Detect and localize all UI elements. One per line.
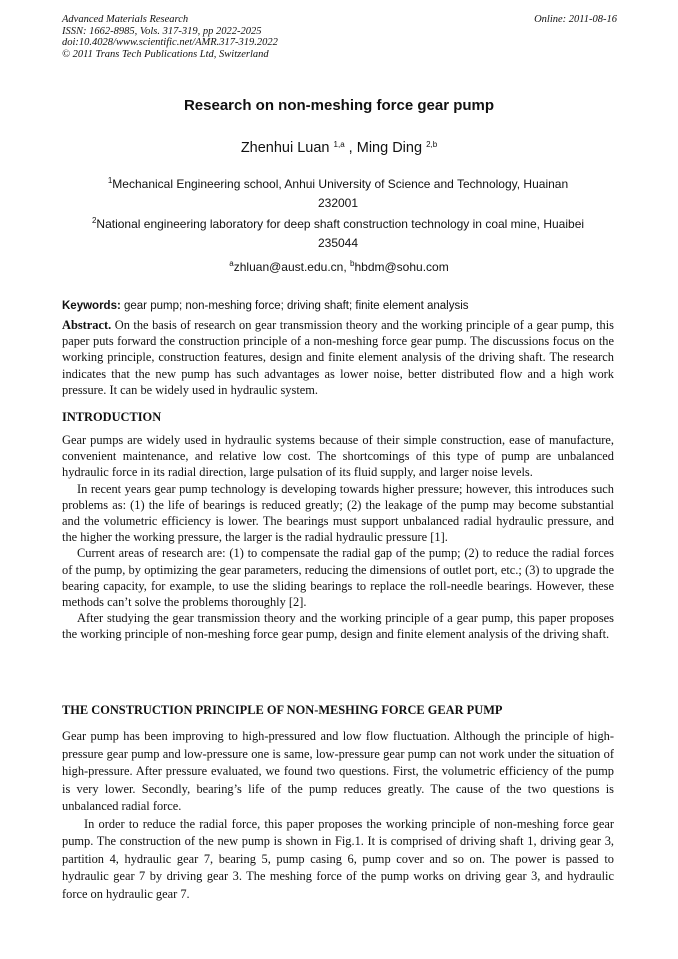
keywords bbox=[62, 300, 622, 312]
keywords-label: Keywords: bbox=[62, 300, 121, 312]
doi-line: doi:10.4028/www.scientific.net/AMR.317-319.2022 bbox=[62, 37, 278, 48]
paragraph: In order to reduce the radial force, this paper proposes the working principle of non-meshing force gear pump. The construction of the new pump is shown in Fig.1. It is comprised of driving shaft 1, driving gear 3, partition 4, hydraulic gear 7, bearing 5, pump casing 6, pump cover and so on. The power is passed to hydraulic gear 7 by driving gear 3. The meshing force of the pump works on driving gear 3, and hydraulic force on hydraulic gear 7. bbox=[62, 816, 614, 901]
affiliation-zip: 235044 bbox=[317, 236, 359, 250]
paragraph: Current areas of research are: (1) to compensate the radial gap of the pump; (2) to reduce the radial forces of the pump, by optimizing the gear parameters, reducing the dimensions of outlet port, etc.; (3) to upgrade the bearing capacity, for example, to use the sliding bearings to replace the roll-needle bearings. However, these methods can’t solve the problems thoroughly [2]. bbox=[62, 546, 614, 610]
affiliation-text: National engineering laboratory for deep shaft construction technology in coal mine, Huaibei bbox=[96, 217, 585, 231]
email-superscript: b bbox=[350, 259, 355, 268]
author-name: Ming Ding bbox=[356, 140, 423, 156]
author-list bbox=[0, 140, 678, 156]
author-superscript: 1,a bbox=[333, 140, 345, 149]
email-superscript: a bbox=[229, 259, 234, 268]
introduction-body bbox=[62, 432, 614, 643]
paper-title: Research on non-meshing force gear pump bbox=[183, 97, 495, 114]
affiliation-zip: 232001 bbox=[317, 196, 359, 210]
journal-name: Advanced Materials Research bbox=[62, 14, 189, 25]
affiliation-1 bbox=[58, 175, 618, 213]
author-emails bbox=[0, 260, 678, 274]
abstract bbox=[62, 317, 614, 398]
author-separator: , bbox=[344, 140, 357, 156]
copyright-line: © 2011 Trans Tech Publications Ltd, Switzerland bbox=[62, 48, 269, 60]
abstract-text: On the basis of research on gear transmission theory and the working principle of a gear pump, this paper puts forward the construction principle of a non-meshing force gear pump. The discussions focus on the working principle, construction features, design and finite element analysis of the driving shaft. The research indicates that the new pump has such advantages as lower noise, better distributed flow and a high work pressure. It can be widely used in hydraulic system. bbox=[62, 318, 614, 397]
affiliation-superscript: 2 bbox=[91, 216, 97, 225]
email-separator: , bbox=[343, 260, 351, 274]
online-date: Online: 2011-08-16 bbox=[534, 14, 617, 25]
email-address: hbdm@sohu.com bbox=[354, 260, 449, 274]
affiliation-superscript: 1 bbox=[107, 176, 113, 185]
paragraph: After studying the gear transmission theory and the working principle of a gear pump, this paper proposes the working principle of non-meshing force gear pump, design and finite element analysis of the driving shaft. bbox=[62, 611, 614, 642]
journal-header bbox=[62, 14, 617, 60]
paragraph: In recent years gear pump technology is developing towards higher pressure; however, this introduces such problems as: (1) the life of bearings is reduced greatly; (2) the leakage of the pump may become substantial and the volumetric efficiency is lower. The bearings must support unbalanced radial hydraulic pressure, and the higher the working pressure, the larger is the radial hydraulic pressure [1]. bbox=[62, 481, 614, 545]
paragraph: Gear pumps are widely used in hydraulic systems because of their simple construction, ease of manufacture, convenient maintenance, and relative low cost. The shortcomings of this type of pump are unbalanced hydraulic force in its radial direction, large pulsation of its fluid supply, and larger noise levels. bbox=[62, 433, 614, 480]
author-superscript: 2,b bbox=[426, 140, 438, 149]
section-heading-construction: THE CONSTRUCTION PRINCIPLE OF NON-MESHING FORCE GEAR PUMP bbox=[62, 703, 503, 717]
construction-body bbox=[62, 728, 614, 903]
keywords-text: gear pump; non-meshing force; driving shaft; finite element analysis bbox=[120, 300, 469, 312]
abstract-label: Abstract. bbox=[62, 318, 112, 332]
section-heading-introduction: INTRODUCTION bbox=[62, 410, 162, 424]
email-address: zhluan@aust.edu.cn bbox=[233, 260, 344, 274]
author-name: Zhenhui Luan bbox=[240, 140, 330, 156]
issn-line: ISSN: 1662-8985, Vols. 317-319, pp 2022-2025 bbox=[62, 25, 262, 37]
affiliation-text: Mechanical Engineering school, Anhui University of Science and Technology, Huainan bbox=[112, 177, 569, 191]
affiliation-2 bbox=[58, 215, 618, 253]
paragraph: Gear pump has been improving to high-pressured and low flow fluctuation. Although the principle of high-pressure gear pump and low-pressure one is same, low-pressure gear pump can not work under the situation of high-pressure. After pressure evaluated, we found two questions. First, the volumetric efficiency of the pump is very lower. Secondly, bearing’s life of the pump reduces greatly. The cause of the two questions is unbalanced radial force. bbox=[62, 729, 614, 813]
